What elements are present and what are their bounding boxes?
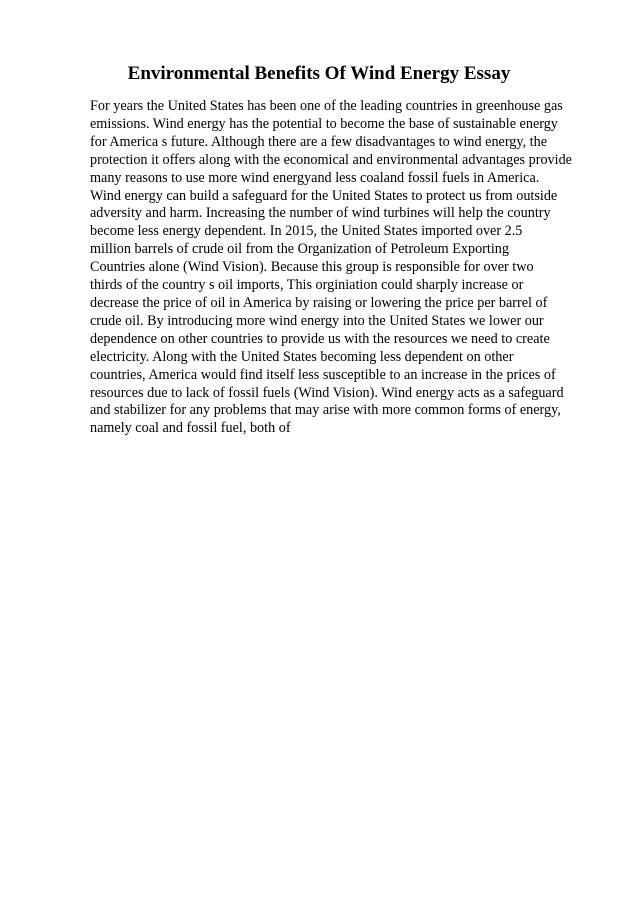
paragraph-line: Countries alone (Wind Vision). Because this group is responsible for over two (90, 259, 534, 276)
paragraph-line: namely coal and fossil fuel, both of (90, 420, 291, 437)
paragraph-line: dependence on other countries to provide us with the resources we need to create (90, 330, 550, 347)
paragraph-line: emissions. Wind energy has the potential to become the base of sustainable energy (90, 115, 558, 132)
paragraph-line: countries, America would find itself less susceptible to an increase in the prices of (90, 366, 556, 383)
paragraph-line: million barrels of crude oil from the Organization of Petroleum Exporting (90, 241, 509, 258)
paragraph-line: and stabilizer for any problems that may arise with more common forms of energy, (90, 402, 561, 419)
paragraph-line: electricity. Along with the United States becoming less dependent on other (90, 348, 514, 365)
paragraph-line: crude oil. By introducing more wind energy into the United States we lower our (90, 312, 544, 329)
paragraph-line: For years the United States has been one of the leading countries in greenhouse gas (90, 98, 563, 114)
paragraph-line: resources due to lack of fossil fuels (Wind Vision). Wind energy acts as a safeguard (90, 384, 564, 401)
document-title: Environmental Benefits Of Wind Energy Essay (127, 63, 511, 84)
paragraph-line: Wind energy can build a safeguard for the United States to protect us from outside (90, 187, 558, 204)
paragraph-line: many reasons to use more wind energyand less coaland fossil fuels in America. (90, 169, 540, 186)
paragraph-line: protection it offers along with the economical and environmental advantages provide (90, 151, 572, 168)
paragraph-line: decrease the price of oil in America by raising or lowering the price per barrel of (90, 294, 548, 311)
paragraph-line: for America s future. Although there are a few disadvantages to wind energy, the (90, 133, 547, 150)
paragraph-line: adversity and harm. Increasing the number of wind turbines will help the country (90, 205, 551, 222)
essay-paragraph (90, 98, 572, 438)
paragraph-line: become less energy dependent. In 2015, the United States imported over 2.5 (90, 223, 523, 240)
paragraph-line: thirds of the country s oil imports, This orginiation could sharply increase or (90, 277, 524, 294)
